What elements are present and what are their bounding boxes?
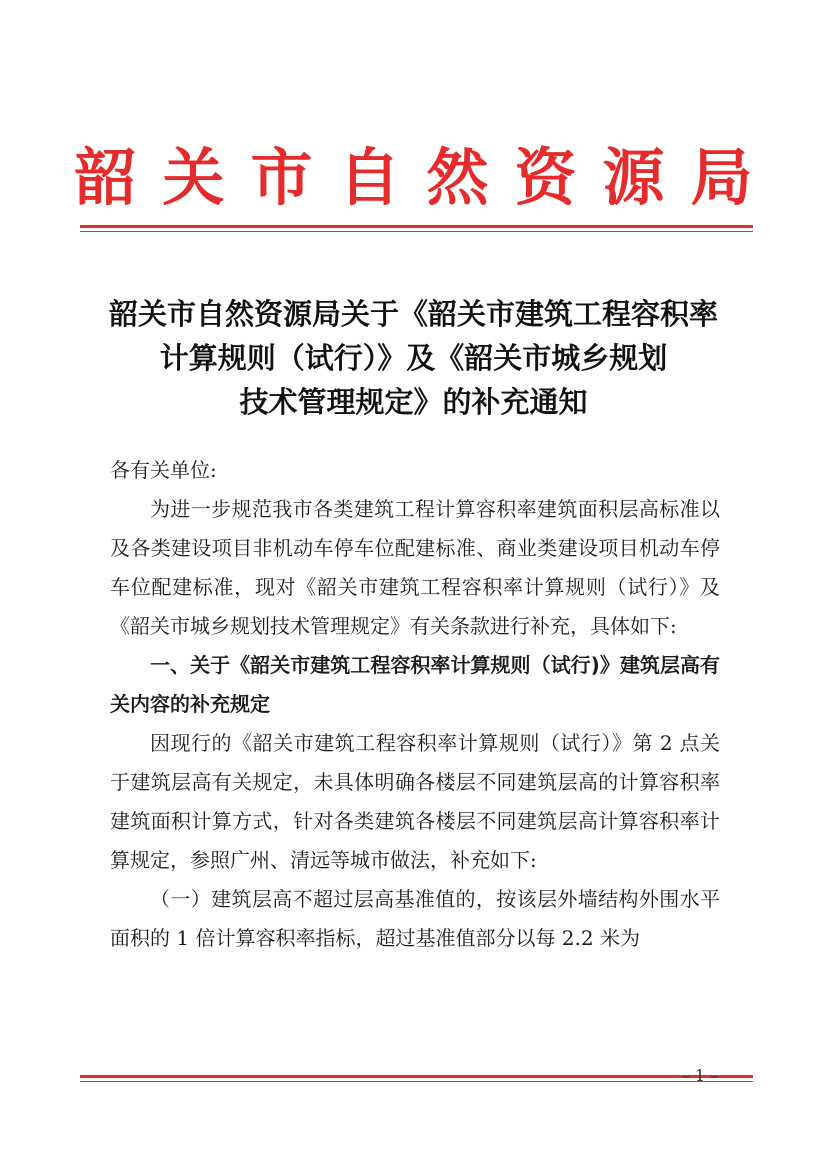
salutation: 各有关单位: [110,458,217,482]
letterhead-rule-thin [80,231,753,232]
document-title-line: 技术管理规定》的补充通知 [239,385,588,419]
document-body [110,451,720,958]
body-paragraph: （一）建筑层高不超过层高基准值的，按该层外墙结构外围水平面积的 1 倍计算容积率指标，超过基准值部分以每 2.2 米为 [110,887,720,950]
document-title-line: 计算规则（试行）》及《韶关市城乡规划 [159,341,668,375]
page-number: – 1 – [681,1066,719,1085]
letterhead-rule-thick [80,225,753,228]
body-paragraph: 因现行的《韶关市建筑工程容积率计算规则（试行）》第 2 点关于建筑层高有关规定，未具体明确各楼层不同建筑层高的计算容积率建筑面积计算方式，针对各类建筑各楼层不同建筑层高计算容积率计算规定，参照广州、清远等城市做法，补充如下: [110,731,720,872]
document-title-line: 韶关市自然资源局关于《韶关市建筑工程容积率 [108,297,718,331]
footer-rule-thick [80,1075,753,1078]
section-heading: 一、关于《韶关市建筑工程容积率计算规则（试行)》建筑层高有关内容的补充规定 [110,653,720,716]
footer-rule-thin [80,1081,753,1082]
letterhead-title: 韶关市自然资源局 [74,141,779,214]
body-paragraph: 为进一步规范我市各类建筑工程计算容积率建筑面积层高标准以及各类建设项目非机动车停车位配建标准、商业类建设项目机动车停车位配建标准，现对《韶关市建筑工程容积率计算规则（试行）》及《韶关市城乡规划技术管理规定》有关条款进行补充，具体如下: [110,497,720,638]
document-title [60,292,767,424]
